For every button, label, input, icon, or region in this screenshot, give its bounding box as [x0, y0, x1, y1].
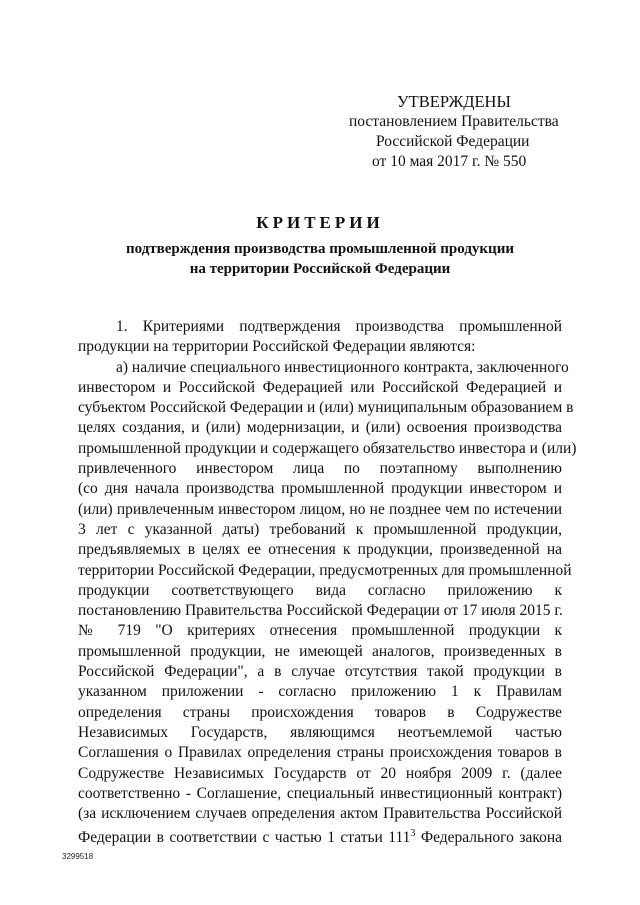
body-line: определения страны происхождения товаров в Содружестве	[78, 703, 562, 721]
body-line: Содружестве Независимых Государств от 20 ноября 2009 г. (далее	[78, 764, 562, 782]
body-line-end: Федерального закона	[420, 829, 563, 847]
body-line: субъектом Российской Федерации и (или) муниципальным образованием в	[78, 399, 574, 417]
document-title: КРИТЕРИИ	[256, 213, 384, 232]
body-line: промышленной продукции и содержащего обязательство инвестора и (или)	[78, 439, 577, 457]
body-line: (со дня начала производства промышленной продукции инвестором и	[78, 480, 562, 498]
subtitle-line: подтверждения производства промышленной продукции	[126, 241, 514, 257]
body-line-last	[78, 824, 562, 848]
body-line: (или) привлеченным инвестором лицом, но не позднее чем по истечении	[78, 500, 562, 518]
body-line: промышленной продукции, не имеющей аналогов, произведенных в	[78, 642, 562, 660]
body-line: указанном приложении - согласно приложению 1 к Правилам	[78, 683, 562, 701]
body-line: 1. Критериями подтверждения производства промышленной	[116, 318, 562, 335]
body-line: продукции на территории Российской Федерации являются:	[78, 338, 476, 356]
body-line: а) наличие специального инвестиционного контракта, заключенного	[116, 358, 569, 376]
body-line: Российской Федерации", а в случае отсутствия такой продукции в	[78, 663, 562, 681]
body-line: 3 лет с указанной даты) требований к промышленной продукции,	[78, 520, 562, 538]
subtitle-line: на территории Российской Федерации	[189, 261, 451, 277]
body-line: Соглашения о Правилах определения страны происхождения товаров в	[78, 744, 562, 762]
body-line: инвестором и Российской Федерацией или Российской Федерацией и	[78, 378, 562, 396]
body-line: Независимых Государств, являющимся неотъемлемой частью	[78, 723, 562, 741]
document-body	[78, 317, 577, 849]
body-line: № 719 "О критериях отнесения промышленной продукции к	[78, 622, 562, 640]
body-line-start: Федерации в соответствии с частью 1 статьи 111	[78, 829, 411, 847]
article-superscript: 3	[410, 828, 416, 840]
approval-line-resolution: постановлением Правительства	[349, 113, 559, 130]
body-line: соответственно - Соглашение, специальный инвестиционный контракт)	[78, 784, 562, 802]
body-line: (за исключением случаев определения актом Правительства Российской	[78, 805, 562, 823]
document-subtitle	[0, 239, 640, 279]
document-code: 3299518	[62, 852, 94, 861]
body-line: привлеченного инвестором лица по поэтапному выполнению	[78, 460, 562, 478]
approval-line-federation: Российской Федерации	[376, 133, 530, 150]
body-line: целях создания, и (или) модернизации, и (или) освоения производства	[78, 419, 562, 437]
body-line: предъявляемых в целях ее отнесения к продукции, произведенной на	[78, 541, 562, 559]
body-line: продукции соответствующего вида согласно приложению к	[78, 581, 562, 599]
approval-line-date: от 10 мая 2017 г. № 550	[372, 153, 527, 170]
approval-title: УТВЕРЖДЕНЫ	[397, 92, 511, 111]
body-line: территории Российской Федерации, предусмотренных для промышленной	[78, 561, 572, 579]
body-line: постановлению Правительства Российской Федерации от 17 июля 2015 г.	[78, 602, 563, 620]
